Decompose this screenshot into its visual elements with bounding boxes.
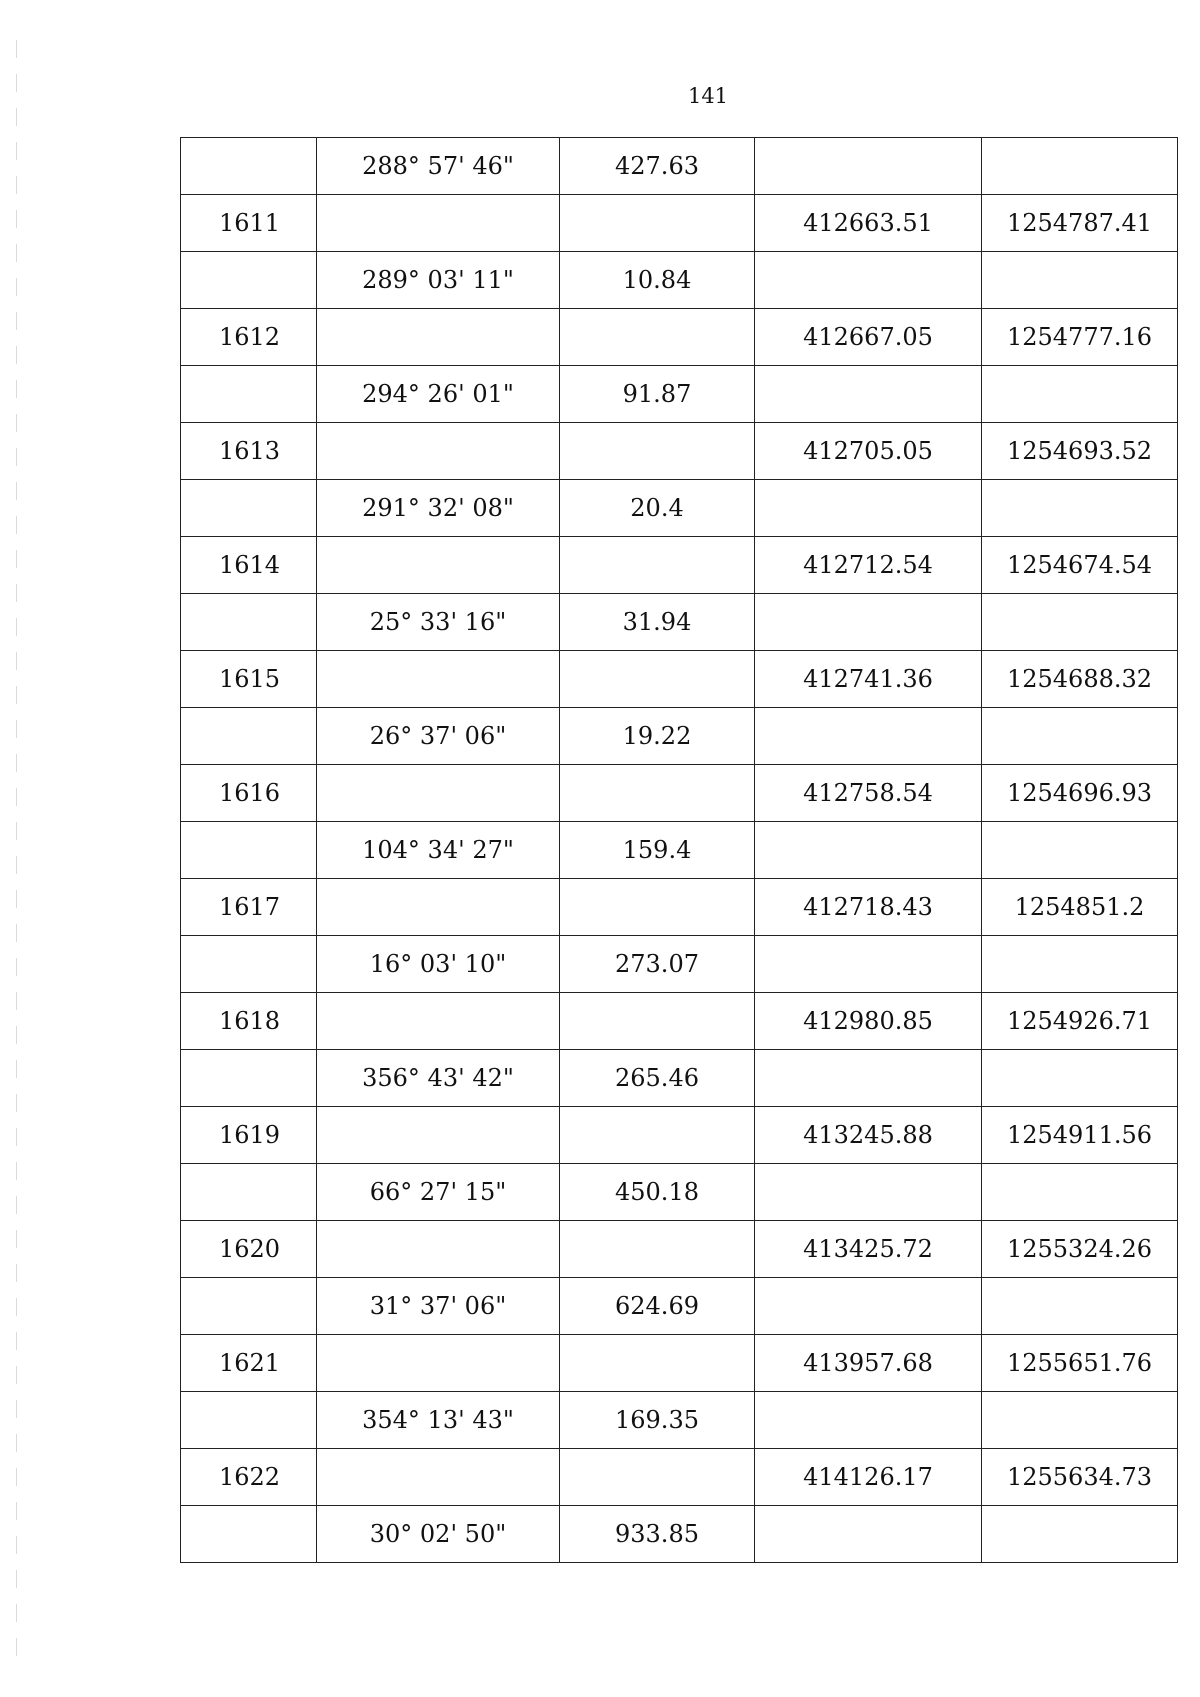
bearing-cell (317, 1449, 560, 1506)
station-cell (181, 936, 317, 993)
easting-cell (982, 822, 1178, 879)
distance-cell: 31.94 (560, 594, 755, 651)
distance-cell: 10.84 (560, 252, 755, 309)
distance-cell (560, 651, 755, 708)
distance-cell (560, 993, 755, 1050)
northing-cell: 412980.85 (755, 993, 982, 1050)
distance-cell: 265.46 (560, 1050, 755, 1107)
bearing-cell: 104° 34' 27" (317, 822, 560, 879)
northing-cell: 413245.88 (755, 1107, 982, 1164)
bearing-cell (317, 309, 560, 366)
distance-cell (560, 537, 755, 594)
table-row (181, 1392, 1178, 1449)
northing-cell (755, 252, 982, 309)
table-row (181, 1449, 1178, 1506)
northing-cell: 412712.54 (755, 537, 982, 594)
distance-cell (560, 879, 755, 936)
table-row (181, 1335, 1178, 1392)
northing-cell: 412705.05 (755, 423, 982, 480)
distance-cell: 169.35 (560, 1392, 755, 1449)
station-cell: 1613 (181, 423, 317, 480)
northing-cell (755, 708, 982, 765)
easting-cell (982, 366, 1178, 423)
station-cell (181, 366, 317, 423)
easting-cell (982, 138, 1178, 195)
scan-edge-mark (16, 40, 17, 1660)
station-cell (181, 708, 317, 765)
station-cell (181, 1050, 317, 1107)
distance-cell: 427.63 (560, 138, 755, 195)
station-cell: 1615 (181, 651, 317, 708)
easting-cell (982, 252, 1178, 309)
northing-cell (755, 1050, 982, 1107)
easting-cell: 1254688.32 (982, 651, 1178, 708)
northing-cell: 412758.54 (755, 765, 982, 822)
table-row (181, 879, 1178, 936)
bearing-cell: 356° 43' 42" (317, 1050, 560, 1107)
table-body (181, 138, 1178, 1563)
station-cell (181, 1506, 317, 1563)
distance-cell (560, 423, 755, 480)
northing-cell (755, 1506, 982, 1563)
table-row (181, 822, 1178, 879)
station-cell: 1612 (181, 309, 317, 366)
distance-cell: 91.87 (560, 366, 755, 423)
bearing-cell (317, 765, 560, 822)
northing-cell: 413425.72 (755, 1221, 982, 1278)
table-row (181, 1107, 1178, 1164)
easting-cell: 1254926.71 (982, 993, 1178, 1050)
distance-cell (560, 309, 755, 366)
station-cell: 1622 (181, 1449, 317, 1506)
bearing-cell: 354° 13' 43" (317, 1392, 560, 1449)
northing-cell: 412718.43 (755, 879, 982, 936)
distance-cell (560, 1221, 755, 1278)
station-cell (181, 1164, 317, 1221)
bearing-cell (317, 537, 560, 594)
table-row (181, 993, 1178, 1050)
table-row (181, 423, 1178, 480)
northing-cell (755, 366, 982, 423)
station-cell (181, 480, 317, 537)
station-cell: 1611 (181, 195, 317, 252)
table-row (181, 936, 1178, 993)
table-row (181, 252, 1178, 309)
bearing-cell (317, 651, 560, 708)
bearing-cell (317, 1107, 560, 1164)
bearing-cell (317, 423, 560, 480)
distance-cell: 19.22 (560, 708, 755, 765)
station-cell: 1617 (181, 879, 317, 936)
survey-coordinates-table (180, 137, 1178, 1563)
station-cell (181, 138, 317, 195)
distance-cell: 624.69 (560, 1278, 755, 1335)
table-row (181, 138, 1178, 195)
easting-cell: 1254787.41 (982, 195, 1178, 252)
station-cell: 1620 (181, 1221, 317, 1278)
bearing-cell: 26° 37' 06" (317, 708, 560, 765)
station-cell (181, 1278, 317, 1335)
bearing-cell: 25° 33' 16" (317, 594, 560, 651)
northing-cell (755, 1164, 982, 1221)
bearing-cell: 291° 32' 08" (317, 480, 560, 537)
northing-cell (755, 480, 982, 537)
table-row (181, 1050, 1178, 1107)
table-row (181, 480, 1178, 537)
easting-cell (982, 1050, 1178, 1107)
bearing-cell (317, 195, 560, 252)
easting-cell (982, 1392, 1178, 1449)
station-cell (181, 1392, 317, 1449)
bearing-cell: 31° 37' 06" (317, 1278, 560, 1335)
table-row (181, 1506, 1178, 1563)
easting-cell (982, 1164, 1178, 1221)
table-row (181, 195, 1178, 252)
northing-cell (755, 138, 982, 195)
page-number: 141 (687, 84, 729, 108)
northing-cell: 412667.05 (755, 309, 982, 366)
northing-cell (755, 1278, 982, 1335)
northing-cell: 413957.68 (755, 1335, 982, 1392)
station-cell: 1616 (181, 765, 317, 822)
station-cell (181, 252, 317, 309)
bearing-cell (317, 879, 560, 936)
easting-cell: 1254674.54 (982, 537, 1178, 594)
distance-cell (560, 1107, 755, 1164)
northing-cell: 412741.36 (755, 651, 982, 708)
easting-cell: 1254777.16 (982, 309, 1178, 366)
northing-cell: 414126.17 (755, 1449, 982, 1506)
bearing-cell (317, 1221, 560, 1278)
bearing-cell (317, 993, 560, 1050)
bearing-cell: 294° 26' 01" (317, 366, 560, 423)
easting-cell (982, 936, 1178, 993)
easting-cell (982, 594, 1178, 651)
table-row (181, 309, 1178, 366)
easting-cell: 1254693.52 (982, 423, 1178, 480)
station-cell: 1621 (181, 1335, 317, 1392)
easting-cell (982, 480, 1178, 537)
easting-cell: 1255651.76 (982, 1335, 1178, 1392)
distance-cell (560, 195, 755, 252)
northing-cell (755, 936, 982, 993)
table-row (181, 537, 1178, 594)
table-row (181, 1164, 1178, 1221)
bearing-cell: 16° 03' 10" (317, 936, 560, 993)
northing-cell (755, 1392, 982, 1449)
northing-cell (755, 822, 982, 879)
distance-cell (560, 765, 755, 822)
table-row (181, 651, 1178, 708)
easting-cell (982, 1506, 1178, 1563)
easting-cell: 1255634.73 (982, 1449, 1178, 1506)
station-cell (181, 822, 317, 879)
easting-cell: 1254851.2 (982, 879, 1178, 936)
northing-cell: 412663.51 (755, 195, 982, 252)
bearing-cell: 30° 02' 50" (317, 1506, 560, 1563)
table-row (181, 366, 1178, 423)
easting-cell: 1255324.26 (982, 1221, 1178, 1278)
station-cell (181, 594, 317, 651)
table-row (181, 708, 1178, 765)
easting-cell (982, 1278, 1178, 1335)
bearing-cell: 288° 57' 46" (317, 138, 560, 195)
bearing-cell: 289° 03' 11" (317, 252, 560, 309)
easting-cell: 1254911.56 (982, 1107, 1178, 1164)
table-row (181, 594, 1178, 651)
easting-cell (982, 708, 1178, 765)
table-row (181, 1221, 1178, 1278)
distance-cell (560, 1449, 755, 1506)
distance-cell: 450.18 (560, 1164, 755, 1221)
distance-cell: 933.85 (560, 1506, 755, 1563)
easting-cell: 1254696.93 (982, 765, 1178, 822)
distance-cell (560, 1335, 755, 1392)
northing-cell (755, 594, 982, 651)
distance-cell: 159.4 (560, 822, 755, 879)
station-cell: 1614 (181, 537, 317, 594)
distance-cell: 273.07 (560, 936, 755, 993)
table-row (181, 1278, 1178, 1335)
station-cell: 1618 (181, 993, 317, 1050)
table-row (181, 765, 1178, 822)
bearing-cell: 66° 27' 15" (317, 1164, 560, 1221)
station-cell: 1619 (181, 1107, 317, 1164)
bearing-cell (317, 1335, 560, 1392)
distance-cell: 20.4 (560, 480, 755, 537)
